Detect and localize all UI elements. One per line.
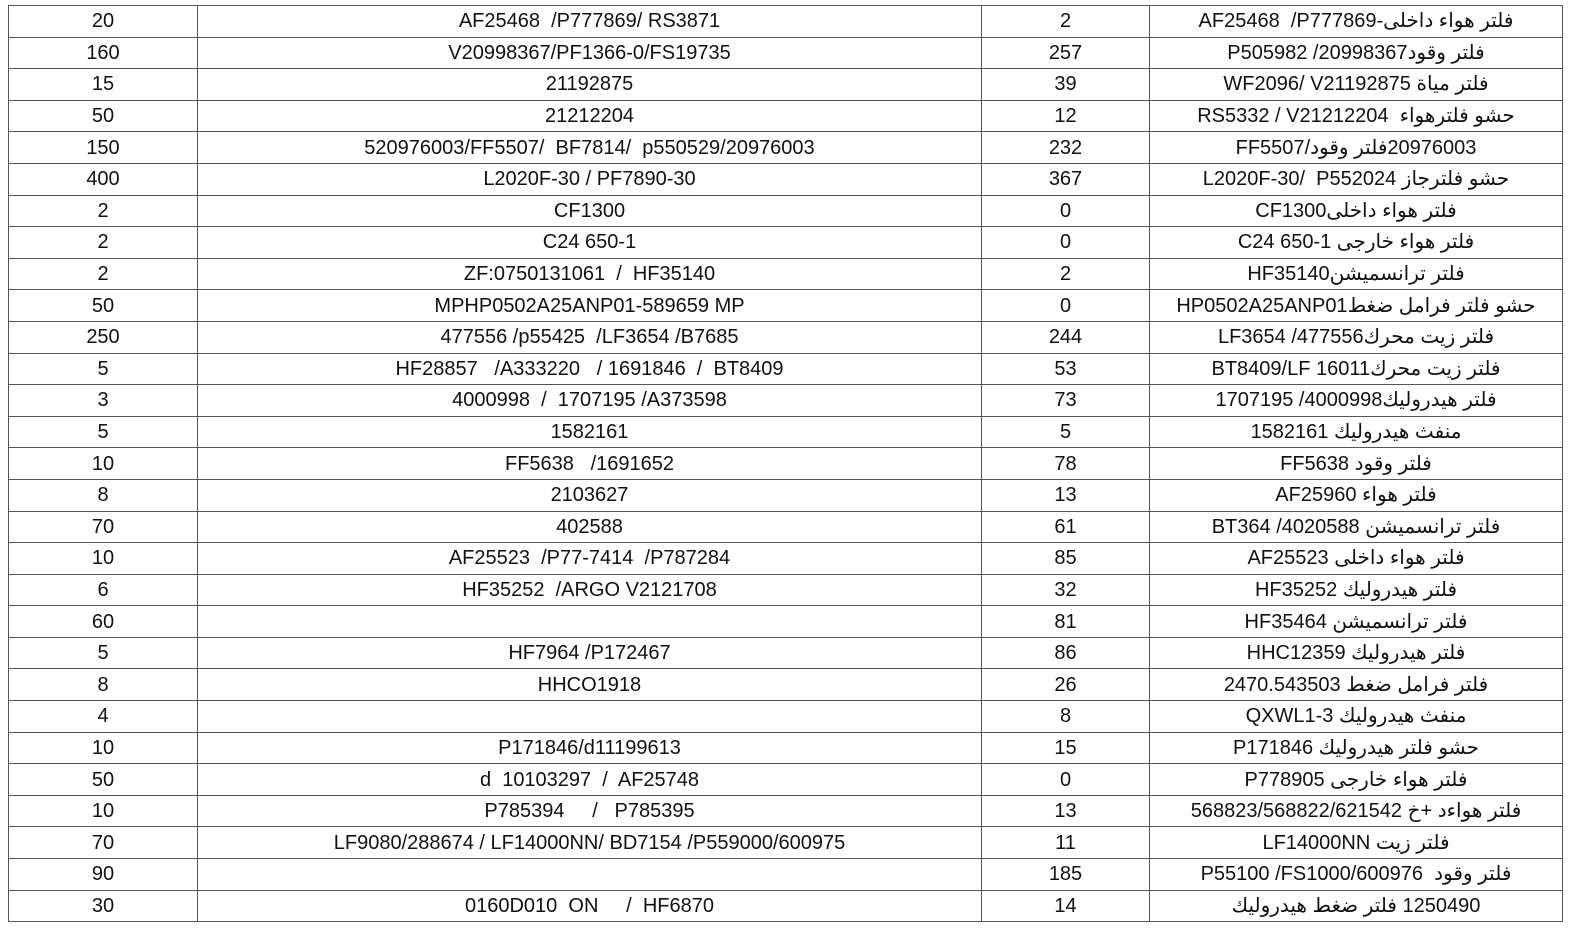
table-row xyxy=(9,416,1563,448)
part-numbers-cell: AF25523 /P77-7414 /P787284 xyxy=(198,543,982,575)
part-numbers-cell: 477556 /p55425 /LF3654 /B7685 xyxy=(198,321,982,353)
description-cell: فلتر هواء خارجى C24 650-1 xyxy=(1150,227,1563,259)
part-numbers-cell: C24 650-1 xyxy=(198,227,982,259)
table-row xyxy=(9,701,1563,733)
qty-cell: 30 xyxy=(9,890,198,922)
part-numbers-cell: d 10103297 / AF25748 xyxy=(198,764,982,796)
table-row xyxy=(9,163,1563,195)
description-cell: فلتر هواء داخلى-AF25468 /P777869 xyxy=(1150,6,1563,38)
table-row xyxy=(9,100,1563,132)
stock-cell: 15 xyxy=(982,732,1150,764)
qty-cell: 50 xyxy=(9,100,198,132)
description-cell: فلتر هواء داخلى AF25523 xyxy=(1150,543,1563,575)
qty-cell: 160 xyxy=(9,37,198,69)
qty-cell: 10 xyxy=(9,732,198,764)
part-numbers-cell: 402588 xyxy=(198,511,982,543)
stock-cell: 0 xyxy=(982,227,1150,259)
qty-cell: 15 xyxy=(9,69,198,101)
description-cell: فلتر ترانسميشن 4020588/ BT364 xyxy=(1150,511,1563,543)
table-body xyxy=(9,6,1563,922)
stock-cell: 257 xyxy=(982,37,1150,69)
qty-cell: 2 xyxy=(9,258,198,290)
stock-cell: 14 xyxy=(982,890,1150,922)
stock-cell: 5 xyxy=(982,416,1150,448)
stock-cell: 232 xyxy=(982,132,1150,164)
table-row xyxy=(9,195,1563,227)
description-cell: فلتر زيت محرك477556/ LF3654 xyxy=(1150,321,1563,353)
stock-cell: 367 xyxy=(982,163,1150,195)
table-row xyxy=(9,353,1563,385)
qty-cell: 10 xyxy=(9,448,198,480)
qty-cell: 20 xyxy=(9,6,198,38)
filters-table xyxy=(8,5,1563,922)
table-row xyxy=(9,448,1563,480)
stock-cell: 11 xyxy=(982,827,1150,859)
description-cell: فلتر ترانسميشنHF35140 xyxy=(1150,258,1563,290)
table-row xyxy=(9,764,1563,796)
description-cell: منفث هيدروليك 1582161 xyxy=(1150,416,1563,448)
table-row xyxy=(9,321,1563,353)
qty-cell: 8 xyxy=(9,479,198,511)
description-cell: حشو فلتر فرامل ضغطHP0502A25ANP01 xyxy=(1150,290,1563,322)
qty-cell: 70 xyxy=(9,827,198,859)
qty-cell: 70 xyxy=(9,511,198,543)
description-cell: فلتر وقود FF5638 xyxy=(1150,448,1563,480)
part-numbers-cell: ZF:0750131061 / HF35140 xyxy=(198,258,982,290)
part-numbers-cell: HHCO1918 xyxy=(198,669,982,701)
stock-cell: 85 xyxy=(982,543,1150,575)
description-cell: فلتر هواء خارجى P778905 xyxy=(1150,764,1563,796)
table-row xyxy=(9,227,1563,259)
part-numbers-cell: AF25468 /P777869/ RS3871 xyxy=(198,6,982,38)
stock-cell: 81 xyxy=(982,606,1150,638)
qty-cell: 8 xyxy=(9,669,198,701)
stock-cell: 2 xyxy=(982,258,1150,290)
qty-cell: 10 xyxy=(9,795,198,827)
description-cell: فلتر فرامل ضغط 2470.543503 xyxy=(1150,669,1563,701)
table-row xyxy=(9,669,1563,701)
description-cell: فلتر هيدروليك HF35252 xyxy=(1150,574,1563,606)
stock-cell: 39 xyxy=(982,69,1150,101)
qty-cell: 10 xyxy=(9,543,198,575)
stock-cell: 78 xyxy=(982,448,1150,480)
part-numbers-cell: FF5638 /1691652 xyxy=(198,448,982,480)
description-cell: حشو فلترجاز L2020F-30/ P552024 xyxy=(1150,163,1563,195)
description-cell: فلتر وقود20998367/ P505982 xyxy=(1150,37,1563,69)
stock-cell: 0 xyxy=(982,764,1150,796)
stock-cell: 0 xyxy=(982,195,1150,227)
qty-cell: 2 xyxy=(9,227,198,259)
description-cell: فلتر هواء AF25960 xyxy=(1150,479,1563,511)
stock-cell: 185 xyxy=(982,859,1150,891)
table-row xyxy=(9,732,1563,764)
table-row xyxy=(9,859,1563,891)
stock-cell: 8 xyxy=(982,701,1150,733)
table-row xyxy=(9,258,1563,290)
table-row xyxy=(9,132,1563,164)
qty-cell: 5 xyxy=(9,416,198,448)
description-cell: فلتر ترانسميشن HF35464 xyxy=(1150,606,1563,638)
part-numbers-cell: 0160D010 ON / HF6870 xyxy=(198,890,982,922)
qty-cell: 6 xyxy=(9,574,198,606)
part-numbers-cell: 1582161 xyxy=(198,416,982,448)
stock-cell: 86 xyxy=(982,637,1150,669)
description-cell: فلتر هيدروليك HHC12359 xyxy=(1150,637,1563,669)
qty-cell: 150 xyxy=(9,132,198,164)
stock-cell: 73 xyxy=(982,385,1150,417)
stock-cell: 32 xyxy=(982,574,1150,606)
qty-cell: 2 xyxy=(9,195,198,227)
table-row xyxy=(9,6,1563,38)
table-row xyxy=(9,795,1563,827)
part-numbers-cell xyxy=(198,859,982,891)
qty-cell: 60 xyxy=(9,606,198,638)
table-row xyxy=(9,543,1563,575)
description-cell: 1250490 فلتر ضغط هيدروليك xyxy=(1150,890,1563,922)
description-cell: فلتر زيت محركBT8409/LF 16011 xyxy=(1150,353,1563,385)
stock-cell: 244 xyxy=(982,321,1150,353)
description-cell: فلتر زيت LF14000NN xyxy=(1150,827,1563,859)
qty-cell: 50 xyxy=(9,764,198,796)
description-cell: حشو فلترهواء RS5332 / V21212204 xyxy=(1150,100,1563,132)
description-cell: حشو فلتر هيدروليك P171846 xyxy=(1150,732,1563,764)
table-row xyxy=(9,827,1563,859)
table-row xyxy=(9,574,1563,606)
description-cell: 20976003فلتر وقود/FF5507 xyxy=(1150,132,1563,164)
qty-cell: 3 xyxy=(9,385,198,417)
part-numbers-cell: HF28857 /A333220 / 1691846 / BT8409 xyxy=(198,353,982,385)
part-numbers-cell: P785394 / P785395 xyxy=(198,795,982,827)
table-row xyxy=(9,385,1563,417)
qty-cell: 5 xyxy=(9,637,198,669)
table-row xyxy=(9,37,1563,69)
description-cell: فلتر مياة WF2096/ V21192875 xyxy=(1150,69,1563,101)
table-row xyxy=(9,479,1563,511)
part-numbers-cell xyxy=(198,701,982,733)
description-cell: فلتر هواءد +خ 568823/568822/621542 xyxy=(1150,795,1563,827)
qty-cell: 90 xyxy=(9,859,198,891)
description-cell: منفث هيدروليك QXWL1-3 xyxy=(1150,701,1563,733)
description-cell: فلتر هيدروليك4000998/ 1707195 xyxy=(1150,385,1563,417)
stock-cell: 61 xyxy=(982,511,1150,543)
stock-cell: 13 xyxy=(982,479,1150,511)
stock-cell: 2 xyxy=(982,6,1150,38)
part-numbers-cell: HF35252 /ARGO V2121708 xyxy=(198,574,982,606)
qty-cell: 50 xyxy=(9,290,198,322)
stock-cell: 12 xyxy=(982,100,1150,132)
part-numbers-cell: P171846/d11199613 xyxy=(198,732,982,764)
part-numbers-cell: MPHP0502A25ANP01-589659 MP xyxy=(198,290,982,322)
table-row xyxy=(9,890,1563,922)
part-numbers-cell: 21212204 xyxy=(198,100,982,132)
part-numbers-cell: L2020F-30 / PF7890-30 xyxy=(198,163,982,195)
part-numbers-cell: CF1300 xyxy=(198,195,982,227)
table-row xyxy=(9,290,1563,322)
stock-cell: 53 xyxy=(982,353,1150,385)
part-numbers-cell: 520976003/FF5507/ BF7814/ p550529/20976003 xyxy=(198,132,982,164)
description-cell: فلتر وقود P55100 /FS1000/600976 xyxy=(1150,859,1563,891)
part-numbers-cell: HF7964 /P172467 xyxy=(198,637,982,669)
stock-cell: 26 xyxy=(982,669,1150,701)
qty-cell: 250 xyxy=(9,321,198,353)
part-numbers-cell: 4000998 / 1707195 /A373598 xyxy=(198,385,982,417)
stock-cell: 0 xyxy=(982,290,1150,322)
qty-cell: 400 xyxy=(9,163,198,195)
qty-cell: 4 xyxy=(9,701,198,733)
table-row xyxy=(9,69,1563,101)
part-numbers-cell: V20998367/PF1366-0/FS19735 xyxy=(198,37,982,69)
table-row xyxy=(9,637,1563,669)
stock-cell: 13 xyxy=(982,795,1150,827)
description-cell: فلتر هواء داخلىCF1300 xyxy=(1150,195,1563,227)
part-numbers-cell: 21192875 xyxy=(198,69,982,101)
table-row xyxy=(9,606,1563,638)
qty-cell: 5 xyxy=(9,353,198,385)
part-numbers-cell xyxy=(198,606,982,638)
part-numbers-cell: LF9080/288674 / LF14000NN/ BD7154 /P559000/600975 xyxy=(198,827,982,859)
table-row xyxy=(9,511,1563,543)
part-numbers-cell: 2103627 xyxy=(198,479,982,511)
